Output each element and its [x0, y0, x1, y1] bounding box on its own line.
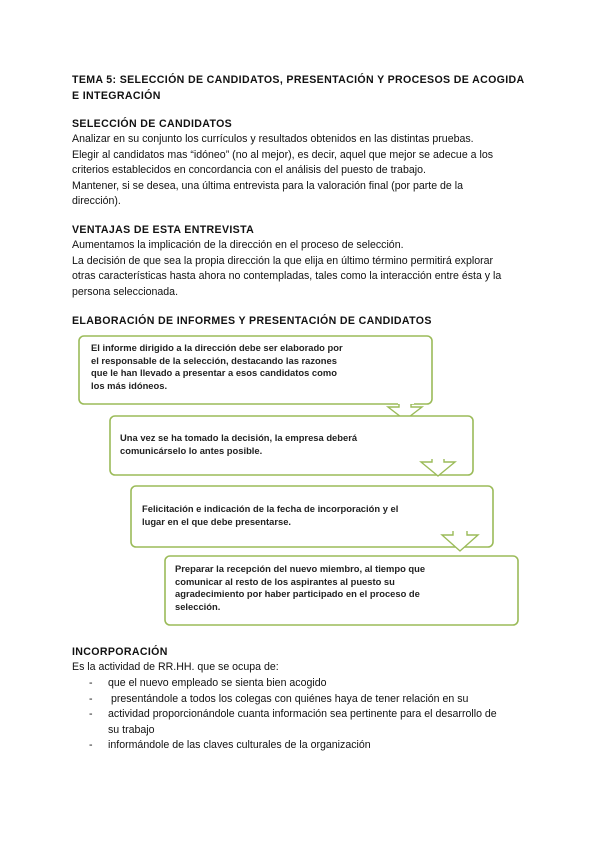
flow-step-line: Una vez se ha tomado la decisión, la empresa deberá [120, 432, 358, 443]
ventajas-line: La decisión de que sea la propia dirección la que elija en último término permitirá explorar [72, 254, 494, 267]
list-bullet: - [89, 677, 93, 689]
ventajas-line: Aumentamos la implicación de la dirección en el proceso de selección. [72, 239, 404, 251]
flow-step-line: Preparar la recepción del nuevo miembro, al tiempo que [175, 563, 426, 574]
list-item-text: actividad proporcionándole cuanta información sea pertinente para el desarrollo de [108, 708, 497, 720]
list-bullet: - [89, 739, 93, 751]
flow-step-1-text [91, 342, 343, 392]
seleccion-line: criterios establecidos en concordancia con el análisis del puesto de trabajo. [72, 164, 426, 176]
seleccion-line: dirección). [72, 195, 121, 207]
flow-step-4-text [175, 563, 425, 613]
seleccion-heading: SELECCIÓN DE CANDIDATOS [72, 118, 233, 130]
elaboracion-heading: ELABORACIÓN DE INFORMES Y PRESENTACIÓN DE CANDIDATOS [72, 315, 432, 327]
incorporacion-heading: INCORPORACIÓN [72, 646, 168, 658]
flow-step-line: lugar en el que debe presentarse. [142, 515, 292, 527]
list-item [72, 707, 497, 738]
list-item [72, 676, 497, 692]
flow-step-line: que le han llevado a presentar a esos candidatos como [91, 367, 337, 379]
flow-step-3-text [142, 503, 398, 528]
flow-step-2-text [120, 432, 357, 457]
flow-step-line: comunicárselo lo antes posible. [120, 444, 263, 456]
title-line-1: TEMA 5: SELECCIÓN DE CANDIDATOS, PRESENTACIÓN Y PROCESOS DE ACOGIDA [72, 74, 525, 86]
seleccion-line: Mantener, si se desea, una última entrevista para la valoración final (por parte de la [72, 179, 464, 192]
ventajas-line: persona seleccionada. [72, 285, 179, 298]
list-bullet: - [89, 708, 93, 720]
flow-step-line: comunicar al resto de los aspirantes al puesto su [175, 575, 395, 587]
list-bullet: - [89, 692, 93, 705]
flow-step-line: los más idóneos. [91, 379, 168, 391]
incorporacion-intro: Es la actividad de RR.HH. que se ocupa de: [72, 661, 279, 673]
ventajas-line: otras características hasta ahora no contempladas, tales como la interacción entre ésta y la [72, 270, 502, 282]
list-item [72, 738, 497, 754]
list-item-text: informándole de las claves culturales de la organización [108, 739, 371, 751]
title-line-2: E INTEGRACIÓN [72, 90, 161, 102]
seleccion-line: Elegir al candidatos mas “idóneo” (no al mejor), es decir, aquel que mejor se adecue a los [72, 148, 494, 161]
flow-step-line: Felicitación e indicación de la fecha de incorporación y el [142, 503, 399, 514]
flow-step-line: El informe dirigido a la dirección debe ser elaborado por [91, 342, 343, 353]
seleccion-line: Analizar en su conjunto los currículos y resultados obtenidos en las distintas pruebas. [72, 133, 474, 145]
list-item-text: que el nuevo empleado se sienta bien acogido [108, 677, 327, 689]
incorporacion-list [72, 676, 497, 754]
flow-step-line: el responsable de la selección, destacando las razones [91, 354, 337, 366]
flow-step-line: selección. [175, 600, 221, 612]
ventajas-heading: VENTAJAS DE ESTA ENTREVISTA [72, 224, 255, 236]
list-item-text: presentándole a todos los colegas con quiénes haya de tener relación en su [108, 692, 469, 705]
flow-step-line: agradecimiento por haber participado en el proceso de [175, 588, 420, 600]
list-item [72, 692, 497, 708]
flow-arrow-1 [398, 400, 414, 404]
list-item-text-continued: su trabajo [108, 723, 155, 736]
